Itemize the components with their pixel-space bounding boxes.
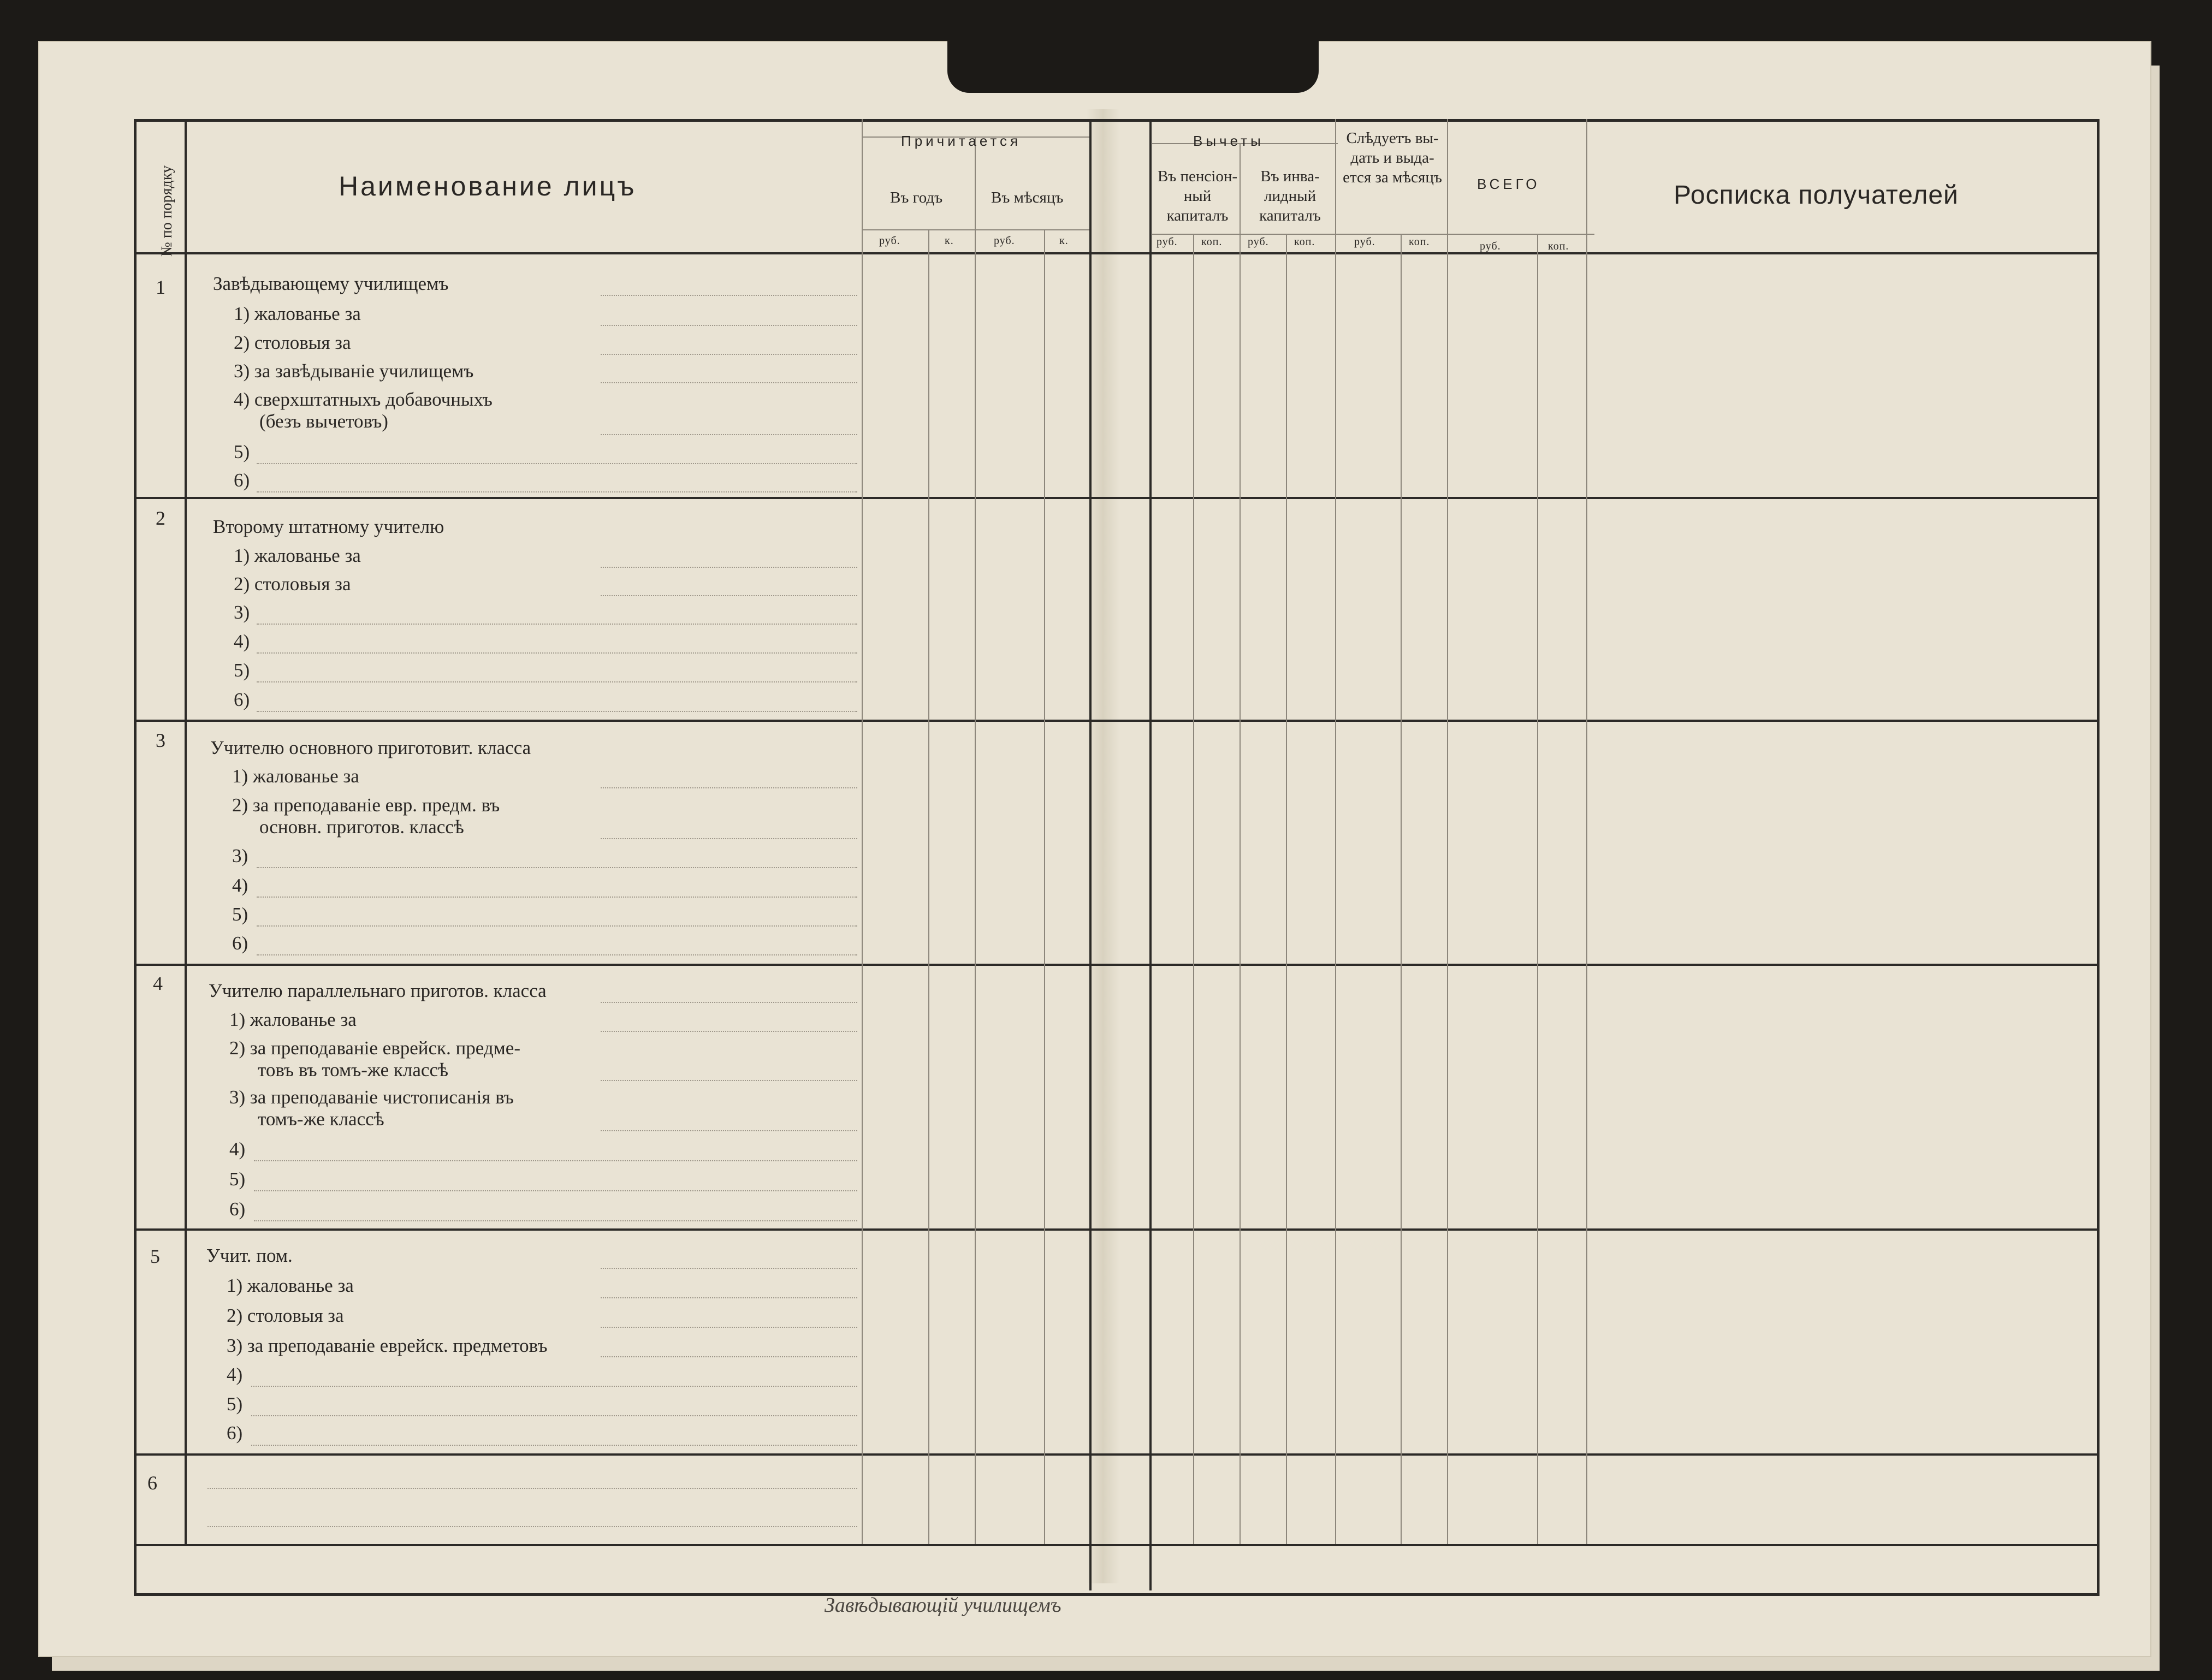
line-item: 2) за преподаваніе евр. предм. въ	[232, 794, 500, 816]
row-number: 4	[153, 972, 163, 994]
fill-line	[601, 295, 857, 296]
fill-line	[257, 624, 857, 625]
fill-line	[601, 1002, 857, 1003]
fill-line	[601, 1268, 857, 1269]
unit-kop: коп.	[1548, 240, 1569, 252]
line-item: 3)	[234, 602, 250, 623]
col-line-pension	[1240, 143, 1241, 1544]
fill-line	[257, 711, 857, 712]
unit-rub: руб.	[1248, 236, 1269, 248]
col-line-spine-left	[1089, 119, 1092, 1590]
line-item: 4)	[234, 631, 250, 652]
header-unit-line-right	[1152, 234, 1594, 235]
line-item: 4) сверхштатныхъ добавочныхъ	[234, 389, 493, 410]
line-item: 5)	[234, 660, 250, 681]
header-per-month: Въ мѣсяцъ	[991, 189, 1064, 206]
line-item: томъ-же классѣ	[258, 1108, 384, 1130]
line-item: 1) жалованье за	[234, 303, 361, 324]
fill-line	[207, 1526, 857, 1527]
line-item: 5)	[234, 441, 250, 462]
col-line-payable	[1447, 119, 1448, 1544]
line-item: 3) за преподаваніе чистописанія въ	[229, 1087, 514, 1108]
fill-line	[601, 354, 857, 355]
header-deductions: Вычеты	[1193, 133, 1264, 149]
fill-line	[254, 1160, 857, 1161]
line-item: 6)	[229, 1198, 246, 1220]
fill-line	[601, 1356, 857, 1357]
fill-line	[601, 1297, 857, 1298]
line-item: 6)	[232, 933, 248, 954]
fill-line	[207, 1488, 857, 1489]
row-number: 6	[147, 1472, 157, 1494]
line-item: 2) за преподаваніе еврейск. предме-	[229, 1037, 520, 1059]
fill-line	[257, 491, 857, 492]
col-line-month-rub	[1044, 229, 1045, 1544]
col-line-payable-rub	[1401, 234, 1402, 1544]
table-frame	[134, 119, 2100, 1596]
line-item: (безъ вычетовъ)	[259, 411, 388, 432]
section-line-4	[134, 1228, 2097, 1231]
unit-kop: коп.	[1201, 236, 1223, 248]
fill-line	[601, 567, 857, 568]
folder-tab-notch	[947, 0, 1319, 93]
fill-line	[601, 434, 857, 435]
line-item: основн. приготов. классѣ	[259, 816, 464, 838]
unit-kop: коп.	[1294, 236, 1315, 248]
fill-line	[257, 867, 857, 868]
line-item: 6)	[234, 470, 250, 491]
fill-line	[601, 1130, 857, 1131]
row-title: Учителю параллельнаго приготов. класса	[209, 980, 547, 1001]
line-item: 6)	[227, 1422, 243, 1444]
line-item: 3) за завѣдываніе училищемъ	[234, 360, 474, 382]
col-line-names	[862, 119, 863, 1544]
fill-line	[601, 1080, 857, 1081]
col-line-pension-rub	[1193, 234, 1194, 1544]
fill-line	[257, 681, 857, 682]
unit-k: к.	[1059, 235, 1069, 247]
header-total: ВСЕГО	[1477, 176, 1540, 192]
line-item: 4)	[232, 875, 248, 896]
unit-rub: руб.	[1480, 240, 1501, 252]
col-line-invalid	[1335, 119, 1336, 1544]
fill-line	[254, 1190, 857, 1191]
unit-rub: руб.	[879, 235, 900, 247]
fill-line	[601, 325, 857, 326]
col-line-year-rub	[928, 229, 929, 1544]
fill-line	[601, 1031, 857, 1032]
section-line-5	[134, 1453, 2097, 1456]
row-number: 1	[156, 276, 165, 298]
row-title: Завѣдывающему училищемъ	[213, 273, 449, 294]
section-line-3	[134, 964, 2097, 966]
line-item: 1) жалованье за	[234, 545, 361, 566]
fill-line	[257, 463, 857, 464]
fill-line	[251, 1445, 857, 1446]
col-line-number	[185, 119, 187, 1544]
line-item: 2) столовыя за	[234, 332, 351, 353]
col-line-spine-right	[1149, 119, 1152, 1590]
fill-line	[257, 954, 857, 955]
row-title: Учит. пом.	[206, 1245, 293, 1266]
line-item: 3)	[232, 845, 248, 866]
header-receipt: Росписка получателей	[1674, 181, 1959, 210]
fill-line	[601, 1327, 857, 1328]
header-invalid: Въ инва- лидный капиталъ	[1259, 168, 1321, 224]
unit-rub: руб.	[1354, 236, 1375, 248]
header-number: № по порядку	[158, 165, 175, 257]
unit-rub: руб.	[994, 235, 1015, 247]
fill-line	[254, 1220, 857, 1221]
signature-line: Завѣдывающій училищемъ	[825, 1594, 1061, 1617]
fill-line	[257, 925, 857, 927]
fill-line	[257, 652, 857, 654]
row-title: Учителю основного приготовит. класса	[210, 737, 531, 758]
fill-line	[601, 595, 857, 596]
unit-kop: коп.	[1409, 236, 1430, 248]
unit-rub: руб.	[1157, 236, 1178, 248]
row-number: 2	[156, 507, 165, 529]
row-number: 5	[150, 1245, 160, 1267]
col-line-total	[1586, 119, 1587, 1544]
line-item: 1) жалованье за	[229, 1009, 357, 1030]
line-item: 5)	[227, 1393, 243, 1415]
fill-line	[601, 838, 857, 839]
line-item: товъ въ томъ-же классѣ	[258, 1059, 448, 1081]
header-pension: Въ пенсіон- ный капиталъ	[1157, 168, 1238, 224]
row-number: 3	[156, 729, 165, 751]
fill-line	[257, 897, 857, 898]
line-item: 1) жалованье за	[227, 1275, 354, 1296]
header-payable: Слѣдуетъ вы- дать и выда- ется за мѣсяцъ	[1343, 129, 1442, 186]
line-item: 4)	[227, 1364, 243, 1385]
header-names: Наименование лицъ	[339, 171, 637, 201]
line-item: 4)	[229, 1138, 246, 1160]
fill-line	[251, 1386, 857, 1387]
section-line-2	[134, 720, 2097, 722]
section-line-6	[134, 1544, 2097, 1546]
header-due: Причитается	[901, 133, 1022, 149]
line-item: 5)	[229, 1168, 246, 1190]
header-per-year: Въ годъ	[890, 189, 943, 206]
line-item: 2) столовыя за	[234, 573, 351, 595]
line-item: 5)	[232, 904, 248, 925]
col-line-total-rub	[1537, 234, 1538, 1544]
header-bottom-line	[134, 252, 2097, 254]
line-item: 1) жалованье за	[232, 765, 359, 787]
col-line-year	[975, 136, 976, 1544]
fill-line	[601, 787, 857, 788]
fill-line	[251, 1415, 857, 1416]
col-line-invalid-rub	[1286, 234, 1287, 1544]
header-unit-line-left	[863, 229, 1089, 230]
line-item: 2) столовыя за	[227, 1305, 344, 1326]
row-title: Второму штатному учителю	[213, 516, 444, 537]
fill-line	[601, 382, 857, 383]
unit-k: к.	[945, 235, 954, 247]
section-line-1	[134, 497, 2097, 499]
line-item: 3) за преподаваніе еврейск. предметовъ	[227, 1335, 548, 1356]
line-item: 6)	[234, 689, 250, 710]
